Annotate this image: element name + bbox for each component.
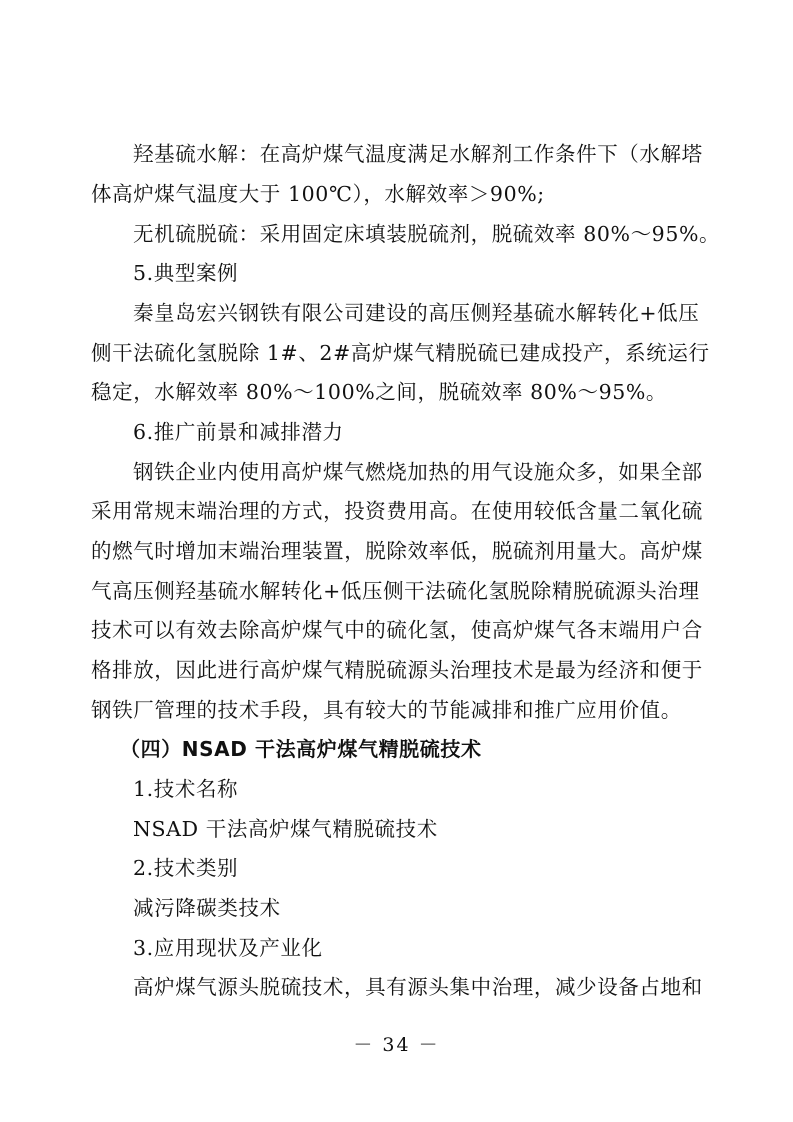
section-heading: 5.典型案例	[133, 261, 239, 285]
section-heading: 6.推广前景和减排潜力	[133, 420, 344, 444]
paragraph-line: 秦皇岛宏兴钢铁有限公司建设的高压侧羟基硫水解转化+低压	[133, 301, 700, 325]
page-number: － 34 －	[353, 1034, 440, 1056]
paragraph-line: 技术可以有效去除高炉煤气中的硫化氢，使高炉煤气各末端用户合	[91, 618, 703, 642]
paragraph-line: 气高压侧羟基硫水解转化+低压侧干法硫化氢脱除精脱硫源头治理	[91, 579, 700, 603]
paragraph-line: 高炉煤气源头脱硫技术，具有源头集中治理，减少设备占地和	[133, 975, 703, 999]
paragraph-line: 羟基硫水解：在高炉煤气温度满足水解剂工作条件下（水解塔	[133, 142, 703, 166]
paragraph-line: 体高炉煤气温度大于 100℃），水解效率＞90%;	[91, 182, 545, 206]
paragraph-line: NSAD 干法高炉煤气精脱硫技术	[133, 817, 438, 841]
chapter-heading: （四）NSAD 干法高炉煤气精脱硫技术	[120, 737, 482, 761]
paragraph-line: 钢铁厂管理的技术手段，具有较大的节能减排和推广应用价值。	[91, 698, 682, 722]
section-heading: 1.技术名称	[133, 777, 239, 801]
section-heading: 2.技术类别	[133, 856, 239, 880]
paragraph-line: 无机硫脱硫：采用固定床填装脱硫剂，脱硫效率 80%～95%。	[133, 222, 721, 246]
paragraph-line: 格排放，因此进行高炉煤气精脱硫源头治理技术是最为经济和便于	[91, 658, 703, 682]
section-heading: 3.应用现状及产业化	[133, 936, 323, 960]
paragraph-line: 减污降碳类技术	[133, 896, 281, 920]
paragraph-line: 钢铁企业内使用高炉煤气燃烧加热的用气设施众多，如果全部	[133, 460, 703, 484]
paragraph-line: 采用常规末端治理的方式，投资费用高。在使用较低含量二氧化硫	[91, 499, 703, 523]
paragraph-line: 稳定，水解效率 80%～100%之间，脱硫效率 80%～95%。	[91, 380, 668, 404]
paragraph-line: 侧干法硫化氢脱除 1#、2#高炉煤气精脱硫已建成投产，系统运行	[91, 341, 710, 365]
paragraph-line: 的燃气时增加末端治理装置，脱除效率低，脱硫剂用量大。高炉煤	[91, 539, 703, 563]
